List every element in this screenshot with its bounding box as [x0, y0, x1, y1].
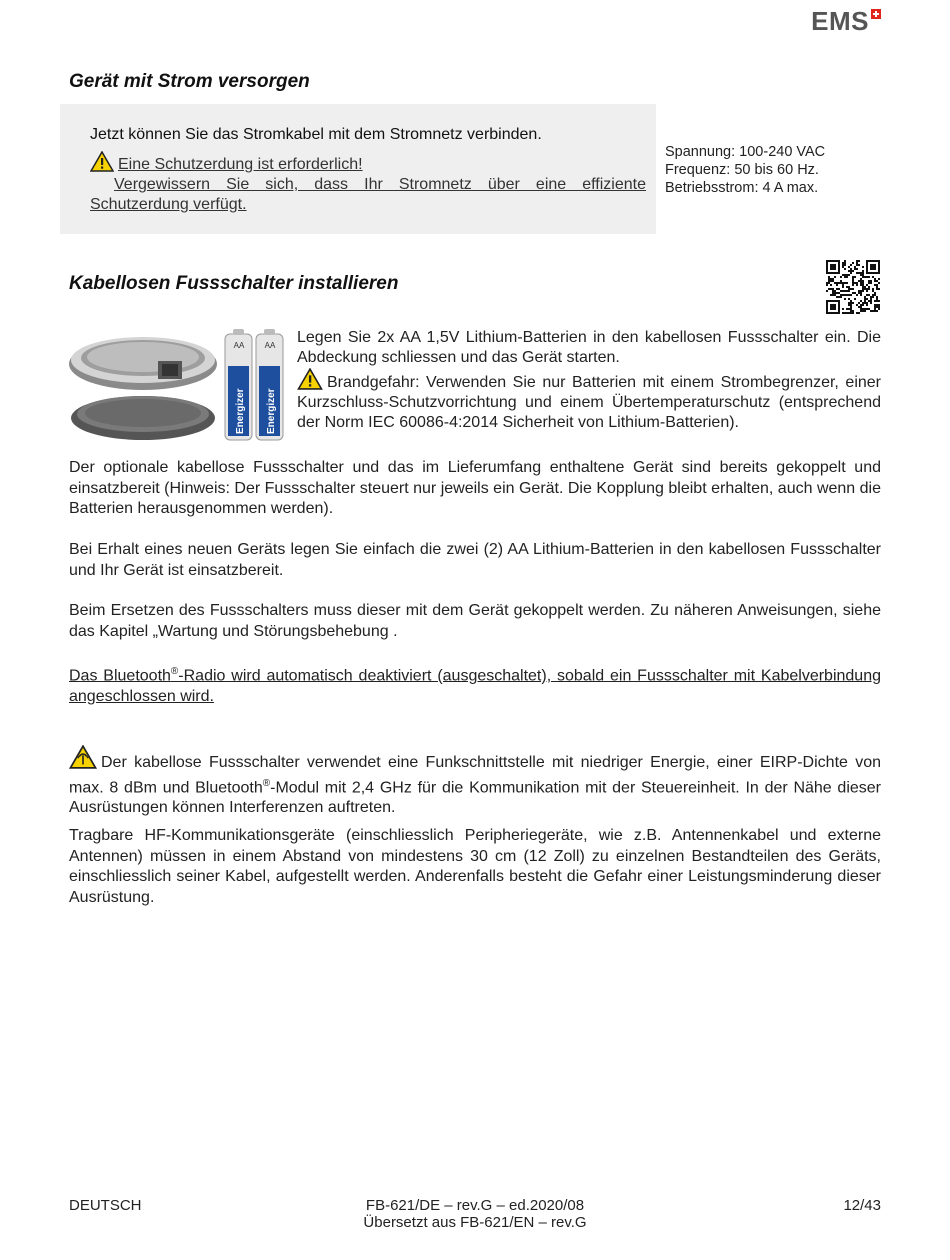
battery-brand-label: Energizer — [235, 388, 246, 434]
warning-triangle-icon — [90, 151, 114, 172]
qr-code-icon[interactable] — [826, 260, 880, 314]
hf-devices-paragraph: Tragbare HF-Kommunikationsgeräte (einschliesslich Peripheriegeräte, wie z.B. Antennenkabel und externe Antennen) müssen in einem Abstand von mindestens 30 cm (12 Zoll) zu einzelnen Bestandteilen des Geräts, einschliesslich seiner Kabel, aufgestellt werden. Anderenfalls besteht die Gefahr einer Leistungsminderung dieser Ausrüstung. — [69, 827, 881, 906]
footer-doc-translation: Übersetzt aus FB-621/EN – rev.G — [363, 1214, 587, 1231]
earthing-warning-text: Eine Schutzerdung ist erforderlich! — [118, 156, 363, 173]
battery-brand-label: Energizer — [266, 388, 277, 434]
earthing-warning — [90, 151, 363, 174]
footer-page-number: 12/43 — [843, 1197, 881, 1214]
pairing-paragraph: Der optionale kabellose Fussschalter und das im Lieferumfang enthaltene Gerät sind bereits gekoppelt und einsatzbereit (Hinweis: Der Fussschalter steuert nur jeweils ein Gerät. Die Kopplung bleibt erhalten, auch wenn die Batterien herausgenommen werden). — [69, 459, 881, 517]
registered-mark: ® — [170, 666, 179, 677]
replacement-paragraph: Beim Ersetzen des Fussschalters muss dieser mit dem Gerät gekoppelt werden. Zu näheren Anweisungen, siehe das Kapitel „Wartung und Störungsbehebung . — [69, 602, 881, 640]
spec-current: Betriebsstrom: 4 A max. — [665, 180, 819, 196]
spec-frequency: Frequenz: 50 bis 60 Hz. — [665, 162, 819, 178]
spec-voltage: Spannung: 100-240 VAC — [665, 144, 826, 160]
power-note-box — [60, 104, 656, 234]
new-device-paragraph: Bei Erhalt eines neuen Geräts legen Sie einfach die zwei (2) AA Lithium-Batterien in den kabellosen Fussschalter und Ihr Gerät ist einsatzbereit. — [69, 541, 881, 579]
power-instruction: Jetzt können Sie das Stromkabel mit dem Stromnetz verbinden. — [90, 126, 542, 143]
logo-text: EMS — [811, 6, 869, 36]
swiss-cross-icon — [871, 9, 881, 19]
bluetooth-text-a: Das Bluetooth — [69, 667, 171, 685]
footswitch-battery-illustration — [68, 326, 286, 444]
footer-doc-revision: FB-621/DE – rev.G – ed.2020/08 — [365, 1197, 585, 1214]
radio-text-b: -Modul mit 2,4 GHz für die Kommunikation mit der Steuereinheit. In der Nähe dieser Ausrüstungen können Interferenzen auftreten. — [69, 778, 882, 817]
ems-logo — [811, 6, 881, 37]
radio-text-a: Der kabellose Fussschalter verwendet eine Funkschnittstelle mit niedriger Energie, einer EIRP-Dichte von max. 8 dBm und Bluetooth — [69, 754, 881, 796]
radio-warning-icon — [69, 745, 97, 769]
bluetooth-paragraph — [69, 662, 881, 707]
fire-warning — [297, 368, 881, 433]
bluetooth-text-b: -Radio wird automatisch deaktiviert (ausgeschaltet), sobald ein Fussschalter mit Kabelverbindung angeschlossen wird. — [69, 667, 881, 705]
radio-paragraph — [69, 745, 881, 819]
battery-instructions — [297, 328, 881, 433]
footer-doc-info — [0, 1197, 950, 1231]
fire-warning-text: Brandgefahr: Verwenden Sie nur Batterien mit einem Strombegrenzer, einer Kurzschluss-Schutzvorrichtung und einem Übertemperaturschutz (entsprechend der Norm IEC 60086-4:2014 Sicherheit von Lithium-Batterien). — [297, 374, 881, 431]
registered-mark: ® — [262, 777, 271, 789]
battery-intro: Legen Sie 2x AA 1,5V Lithium-Batterien in den kabellosen Fussschalter ein. Die Abdeckung schliessen und das Gerät starten. — [297, 329, 881, 366]
section-title-power: Gerät mit Strom versorgen — [69, 71, 310, 92]
section-title-footswitch: Kabellosen Fussschalter installieren — [69, 273, 399, 294]
earthing-instruction: Vergewissern Sie sich, dass Ihr Stromnetz über eine effiziente Schutzerdung verfügt. — [90, 176, 646, 213]
battery-size-label: AA — [264, 341, 276, 350]
battery-size-label: AA — [233, 341, 245, 350]
footer-language: DEUTSCH — [69, 1197, 142, 1214]
power-specs — [665, 143, 825, 197]
warning-triangle-icon — [297, 368, 323, 390]
